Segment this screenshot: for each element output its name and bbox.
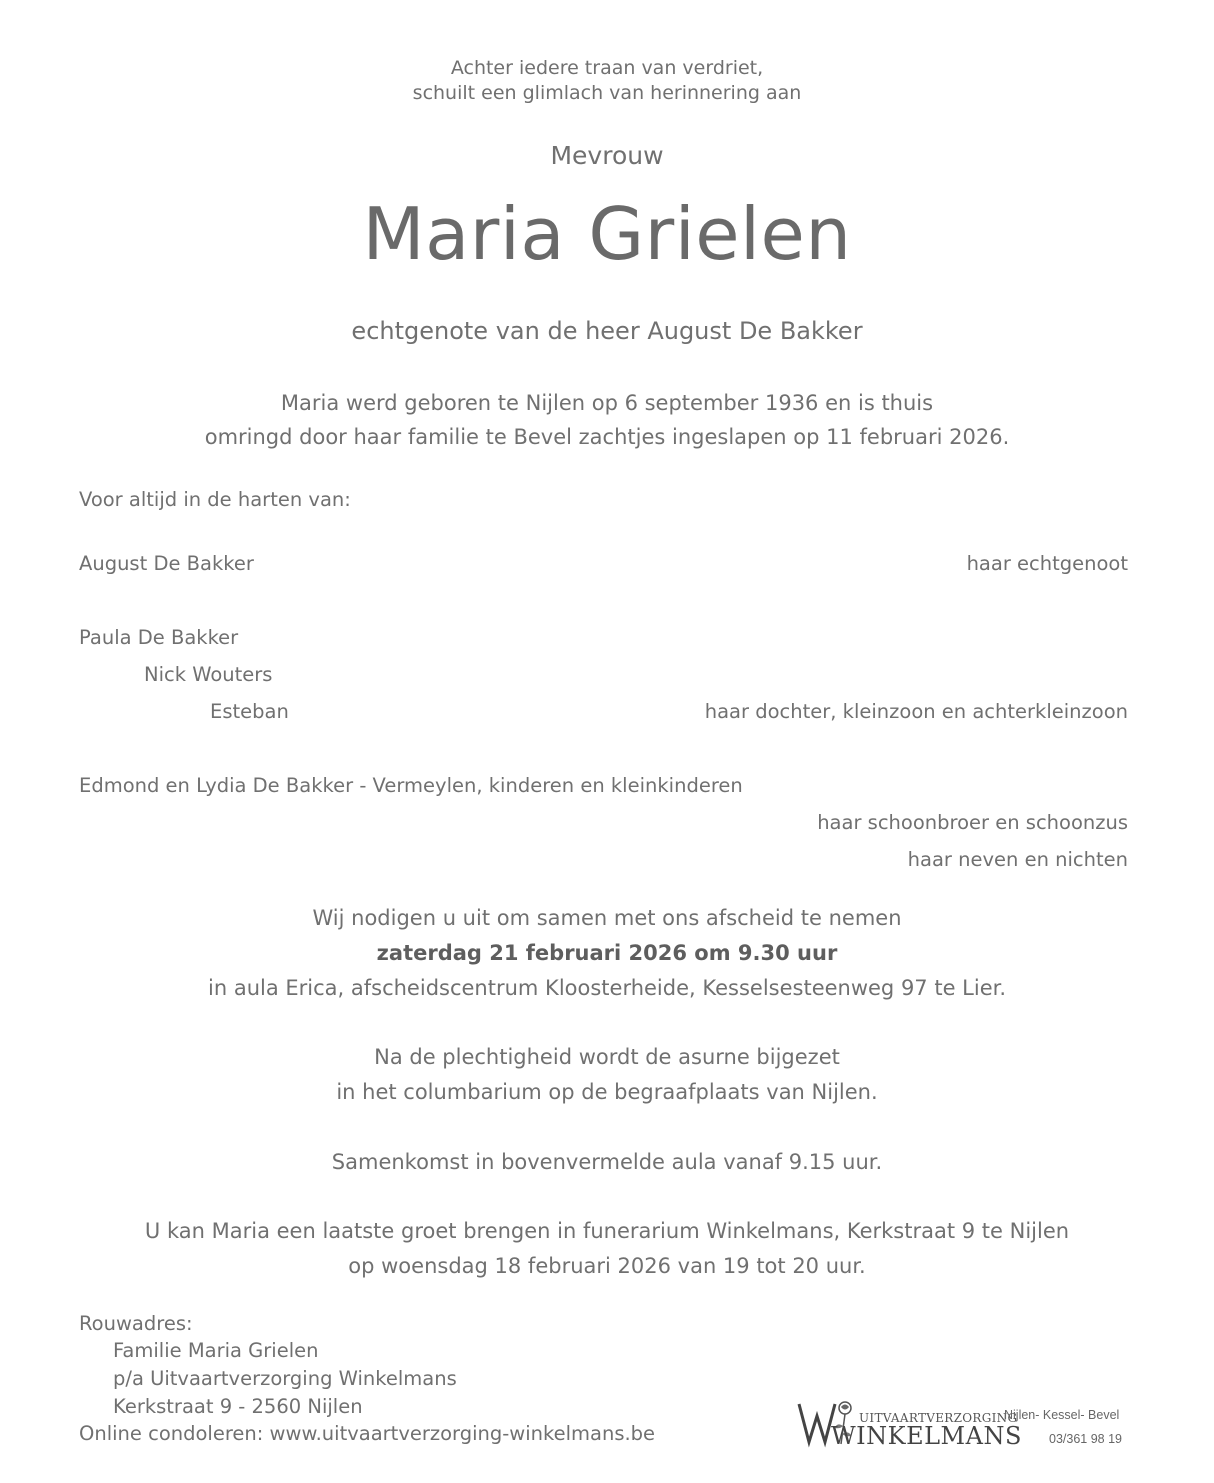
daughter-name: Paula De Bakker bbox=[79, 626, 239, 649]
quote-line-2: schuilt een glimlach van herinnering aan bbox=[412, 82, 802, 104]
inlaws-name: Edmond en Lydia De Bakker - Vermeylen, kinderen en kleinkinderen bbox=[79, 774, 743, 797]
grandson-name: Nick Wouters bbox=[144, 663, 273, 686]
logo-word-top: UITVAARTVERZORGING bbox=[859, 1411, 1018, 1425]
husband-name: August De Bakker bbox=[79, 552, 254, 575]
address-line-3: Kerkstraat 9 - 2560 Nijlen bbox=[113, 1395, 363, 1418]
bio-line-2: omringd door haar familie te Bevel zachtjes ingeslapen op 11 februari 2026. bbox=[204, 425, 1010, 449]
ceremony-location: in aula Erica, afscheidscentrum Kloosterheide, Kesselsesteenweg 97 te Lier. bbox=[208, 976, 1006, 1000]
family-intro: Voor altijd in de harten van: bbox=[79, 488, 351, 511]
deceased-name: Maria Grielen bbox=[362, 192, 852, 276]
logo-word-main: WINKELMANS bbox=[831, 1422, 1022, 1450]
address-line-1: Familie Maria Grielen bbox=[113, 1339, 319, 1362]
gathering-line: Samenkomst in bovenvermelde aula vanaf 9.15 uur. bbox=[331, 1150, 883, 1174]
visit-line-1: U kan Maria een laatste groet brengen in funerarium Winkelmans, Kerkstraat 9 te Nijlen bbox=[144, 1219, 1070, 1243]
online-condolences: Online condoleren: www.uitvaartverzorging-winkelmans.be bbox=[79, 1422, 656, 1445]
daughter-role: haar dochter, kleinzoon en achterkleinzoon bbox=[704, 700, 1128, 723]
cousins-role: haar neven en nichten bbox=[907, 848, 1128, 871]
ceremony-datetime: zaterdag 21 februari 2026 om 9.30 uur bbox=[376, 941, 838, 965]
after-line-1: Na de plechtigheid wordt de asurne bijgezet bbox=[374, 1045, 840, 1069]
address-line-2: p/a Uitvaartverzorging Winkelmans bbox=[113, 1367, 457, 1390]
inlaws-role: haar schoonbroer en schoonzus bbox=[817, 811, 1128, 834]
logo-phone: 03/361 98 19 bbox=[1049, 1432, 1122, 1446]
quote-line-1: Achter iedere traan van verdriet, bbox=[450, 57, 764, 79]
address-label: Rouwadres: bbox=[79, 1312, 193, 1335]
bio-line-1: Maria werd geboren te Nijlen op 6 september 1936 en is thuis bbox=[280, 391, 934, 415]
ceremony-invite: Wij nodigen u uit om samen met ons afscheid te nemen bbox=[312, 906, 902, 930]
honorific: Mevrouw bbox=[550, 141, 664, 170]
greatgrandson-name: Esteban bbox=[210, 700, 289, 723]
logo-places: Nijlen- Kessel- Bevel bbox=[1004, 1408, 1120, 1422]
after-line-2: in het columbarium op de begraafplaats van Nijlen. bbox=[336, 1080, 878, 1104]
husband-role: haar echtgenoot bbox=[966, 552, 1128, 575]
visit-line-2: op woensdag 18 februari 2026 van 19 tot 20 uur. bbox=[348, 1254, 866, 1278]
relation-line: echtgenote van de heer August De Bakker bbox=[351, 317, 863, 345]
funeral-home-logo bbox=[797, 1398, 1142, 1450]
